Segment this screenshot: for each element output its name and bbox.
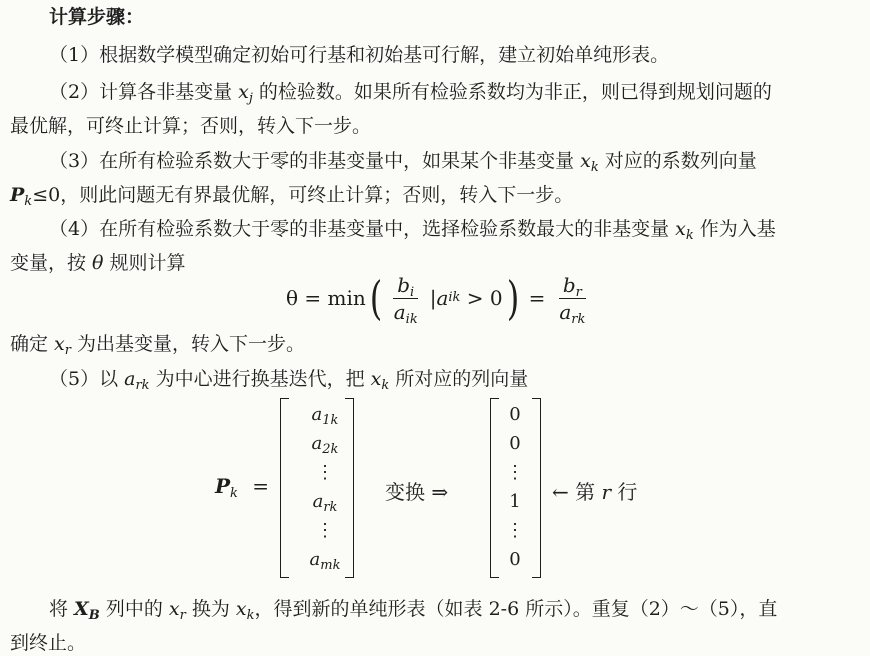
entry-var: ⋮ [316, 462, 334, 483]
step-4-conclusion [10, 331, 305, 357]
den-var: a [393, 299, 406, 324]
matrix-transformation [215, 392, 665, 584]
fraction-denominator [555, 299, 589, 327]
var-x: x [235, 598, 247, 620]
matrix-entry [316, 516, 334, 545]
row-note-b: 行 [611, 480, 638, 504]
entry-sub: 2k [322, 442, 339, 457]
condition-bar: | [429, 286, 437, 310]
den-sub: rk [571, 311, 586, 327]
step-2-line-2: 最优解，可终止计算；否则，转入下一步。 [10, 115, 372, 137]
step-3-text-b: 对应的系数列向量 [598, 150, 757, 172]
var-x: x [580, 150, 591, 172]
step-4-line-1 [49, 216, 776, 242]
left-bracket-open [280, 398, 289, 578]
step-5-text-c: 所对应的列向量 [389, 368, 529, 390]
unit-entry: 0 [509, 433, 521, 454]
row-var: r [601, 480, 612, 504]
step-5-text-a: （5）以 [49, 368, 125, 390]
var-sub: k [685, 228, 694, 243]
right-bracket-close [532, 398, 541, 578]
left-bracket-close [345, 398, 354, 578]
vector-p-sub: k [230, 486, 238, 501]
den-sub: ik [405, 311, 418, 327]
right-paren: ) [506, 271, 519, 325]
section-heading: 计算步骤： [49, 6, 145, 28]
step-3-text-a: （3）在所有检验系数大于零的非基变量中，如果某个非基变量 [49, 150, 581, 172]
var-sub: j [248, 91, 253, 106]
unit-entry: ⋮ [506, 520, 524, 541]
step-3-line-2 [10, 182, 573, 208]
equals-sign: = [252, 474, 270, 498]
conclusion-text-a: 确定 [10, 333, 55, 355]
conclusion-text-b: 为出基变量，转入下一步。 [70, 333, 306, 355]
step-2-text-a: （2）计算各非基变量 [49, 81, 239, 103]
vector-p: P [215, 474, 231, 498]
matrix-entry [313, 487, 338, 516]
entry-var: a [312, 491, 324, 512]
unit-entry: ⋮ [506, 462, 524, 483]
final-text-a: 将 [49, 598, 75, 620]
column-vector-unit [500, 400, 530, 574]
theta-symbol: θ [92, 252, 104, 274]
var-x: x [168, 598, 180, 620]
var-sub: k [590, 160, 599, 175]
var-x: x [54, 333, 65, 355]
entry-var: a [311, 433, 323, 454]
var-x: x [238, 81, 249, 103]
step-4-line-2 [10, 250, 186, 276]
var-sub: k [381, 378, 390, 393]
unit-entry: 0 [509, 549, 521, 570]
final-text-d: ，得到新的单纯形表（如表 2-6 所示）。重复（2）～（5），直 [254, 598, 778, 620]
theta-formula: θ = min ( $\frac{b_i}{a_{ik}}$ | a ik > 0 ) = $\frac{b_r}{a_{rk}}$ [286, 268, 593, 328]
equals-sign: = [528, 286, 546, 310]
vector-p: P [10, 184, 25, 206]
var-x: x [370, 368, 382, 390]
matrix-lhs [215, 474, 270, 501]
matrix-entry [316, 458, 334, 487]
step-5-text [49, 366, 528, 392]
left-paren: ( [369, 271, 383, 325]
entry-var: a [309, 549, 321, 570]
step-3-line-1 [49, 148, 757, 174]
row-note [552, 476, 637, 505]
step-1-text: （1）根据数学模型确定初始可行基和初始基可行解，建立初始单纯形表。 [49, 44, 670, 66]
step-5-text-b: 为中心进行换基迭代，把 [149, 368, 371, 390]
den-var: a [559, 299, 572, 324]
condition-var: a [436, 286, 449, 310]
matrix-entry [310, 545, 341, 574]
unit-entry: 1 [509, 491, 521, 512]
entry-sub: 1k [322, 413, 339, 428]
step-4-text-c: 变量，按 [10, 252, 93, 274]
basis-sub: B [88, 608, 100, 623]
matrix-entry [312, 400, 339, 429]
entry-var: a [311, 404, 323, 425]
right-bracket-open [490, 398, 499, 578]
final-line-2: 到终止。 [10, 632, 87, 654]
var-x: x [675, 218, 686, 240]
step-4-text-b: 作为入基 [693, 218, 776, 240]
fraction-denominator [390, 299, 422, 327]
num-sub: i [410, 284, 415, 300]
entry-var: ⋮ [316, 520, 334, 541]
step-2-line-1 [49, 79, 772, 105]
num-var: b [397, 272, 411, 297]
fraction-br-ark [555, 272, 589, 327]
fraction-bi-aik [390, 272, 422, 327]
entry-sub: mk [320, 558, 341, 573]
step-4-text-d: 规则计算 [103, 252, 186, 274]
vector-p-sub: k [24, 194, 33, 209]
transform-arrow: 变换 ⇒ [385, 480, 449, 504]
var-a: a [124, 368, 136, 390]
entry-sub: rk [323, 500, 338, 515]
condition-text: > 0 [460, 286, 503, 310]
var-sub: r [179, 608, 186, 623]
var-sub: rk [135, 378, 150, 393]
step-4-text-a: （4）在所有检验系数大于零的非基变量中，选择检验系数最大的非基变量 [49, 218, 676, 240]
unit-entry: 0 [509, 404, 521, 425]
row-note-a: ← 第 [552, 480, 602, 504]
matrix-entry [312, 429, 339, 458]
final-text-b: 列中的 [99, 598, 169, 620]
num-var: b [562, 272, 576, 297]
step-2-text-b: 的检验数。如果所有检验系数均为非正，则已得到规划问题的 [252, 81, 772, 103]
var-sub: k [246, 608, 255, 623]
fraction-numerator [393, 274, 418, 299]
final-text-c: 换为 [185, 598, 236, 620]
var-sub: r [64, 343, 71, 358]
final-line-1 [49, 596, 777, 622]
fraction-numerator [559, 274, 586, 299]
num-sub: r [575, 284, 582, 300]
step-3-text-c: ≤0，则此问题无有界最优解，可终止计算；否则，转入下一步。 [32, 184, 574, 206]
basis-x: X [74, 598, 89, 620]
formula-lhs: θ = min [286, 286, 366, 310]
